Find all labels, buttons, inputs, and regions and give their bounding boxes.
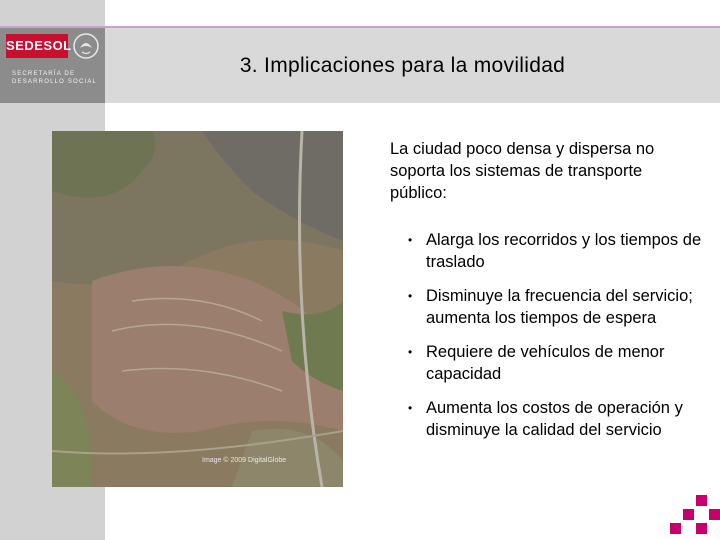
bullet-dot-icon: • (408, 233, 413, 247)
decorative-squares-icon (670, 495, 720, 540)
list-item (406, 341, 706, 385)
bullet-dot-icon: • (408, 345, 413, 359)
slide-title: 3. Implicaciones para la movilidad (239, 53, 566, 77)
aerial-city-photo (52, 131, 343, 487)
bullet-text: Requiere de vehículos de menor capacidad (426, 343, 665, 383)
bullet-text: Disminuye la frecuencia del servicio; aumenta los tiempos de espera (426, 287, 693, 327)
mexico-seal-icon (70, 32, 102, 60)
bullet-dot-icon: • (408, 289, 413, 303)
list-item (406, 285, 706, 329)
bullet-dot-icon: • (408, 401, 413, 415)
bullet-text: Aumenta los costos de operación y disminuye la calidad del servicio (426, 399, 683, 439)
list-item (406, 229, 706, 273)
intro-paragraph: La ciudad poco densa y dispersa no soporta los sistemas de transporte público: (390, 140, 655, 202)
logo-subtitle: SECRETARÍA DE DESARROLLO SOCIAL (12, 71, 98, 85)
bullet-text: Alarga los recorridos y los tiempos de traslado (426, 231, 702, 271)
list-item (406, 397, 706, 441)
sedesol-logo (0, 28, 105, 103)
bullet-list (406, 229, 706, 453)
photo-caption: Image © 2009 DigitalGlobe (202, 457, 287, 464)
logo-wordmark: SEDESOL (6, 34, 68, 58)
